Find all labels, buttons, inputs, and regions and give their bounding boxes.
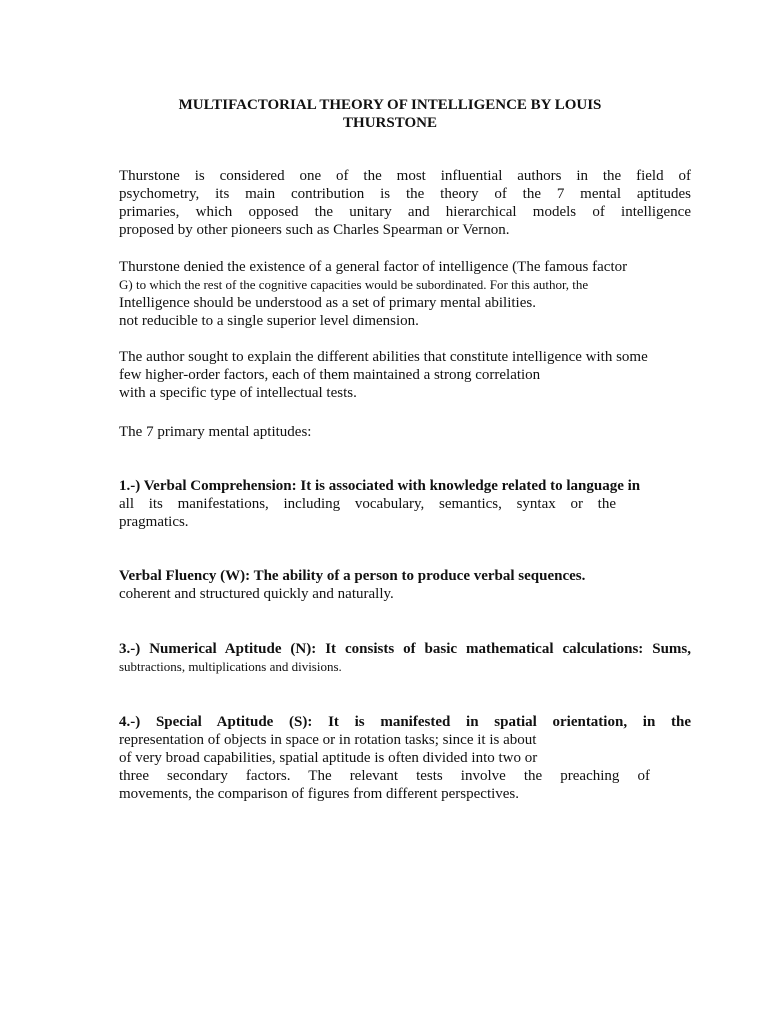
text-line: of very broad capabilities, spatial aptitude is often divided into two or <box>119 750 538 766</box>
text-line: proposed by other pioneers such as Charles Spearman or Vernon. <box>119 222 510 238</box>
paragraph-higher-order <box>119 348 691 402</box>
item-heading: 3.-) Numerical Aptitude (N): It consists of basic mathematical calculations: Sums, <box>119 641 691 657</box>
text-line: few higher-order factors, each of them maintained a strong correlation <box>119 367 541 383</box>
item-heading: Verbal Fluency (W): The ability of a person to produce verbal sequences. <box>119 568 586 584</box>
item-heading: 4.-) Special Aptitude (S): It is manifested in spatial orientation, in the <box>119 714 691 730</box>
item-verbal-comprehension <box>119 477 709 531</box>
item-numerical-aptitude <box>119 640 691 676</box>
aptitudes-heading <box>119 423 691 441</box>
text-line: Thurstone is considered one of the most influential authors in the field of <box>119 168 691 184</box>
text-line: representation of objects in space or in rotation tasks; since it is about <box>119 732 537 748</box>
paragraph-general-factor <box>119 258 691 330</box>
text-line: psychometry, its main contribution is the theory of the 7 mental aptitudes <box>119 186 691 202</box>
text-line: movements, the comparison of figures from different perspectives. <box>119 786 520 802</box>
item-spatial-aptitude <box>119 713 691 803</box>
text-line: primaries, which opposed the unitary and hierarchical models of intelligence <box>119 204 691 220</box>
document-title <box>110 96 670 132</box>
text-line: Intelligence should be understood as a set of primary mental abilities. <box>119 295 536 311</box>
text-line: three secondary factors. The relevant tests involve the preaching of <box>119 768 650 784</box>
item-heading: 1.-) Verbal Comprehension: It is associated with knowledge related to language in <box>119 478 641 494</box>
text-line: with a specific type of intellectual tests. <box>119 385 357 401</box>
paragraph-intro <box>119 167 691 239</box>
text-line: The 7 primary mental aptitudes: <box>119 424 312 440</box>
title-line: MULTIFACTORIAL THEORY OF INTELLIGENCE BY LOUIS <box>178 97 602 113</box>
text-line: subtractions, multiplications and divisions. <box>119 659 342 674</box>
text-line: G) to which the rest of the cognitive capacities would be subordinated. For this author, the <box>119 277 589 292</box>
text-line: coherent and structured quickly and naturally. <box>119 586 394 602</box>
item-verbal-fluency <box>119 567 691 603</box>
text-line: pragmatics. <box>119 514 189 530</box>
text-line: The author sought to explain the different abilities that constitute intelligence with some <box>119 349 648 365</box>
title-line: THURSTONE <box>343 115 437 131</box>
text-line: Thurstone denied the existence of a general factor of intelligence (The famous factor <box>119 259 628 275</box>
text-line: not reducible to a single superior level dimension. <box>119 313 419 329</box>
text-line: all its manifestations, including vocabulary, semantics, syntax or the <box>119 496 616 512</box>
